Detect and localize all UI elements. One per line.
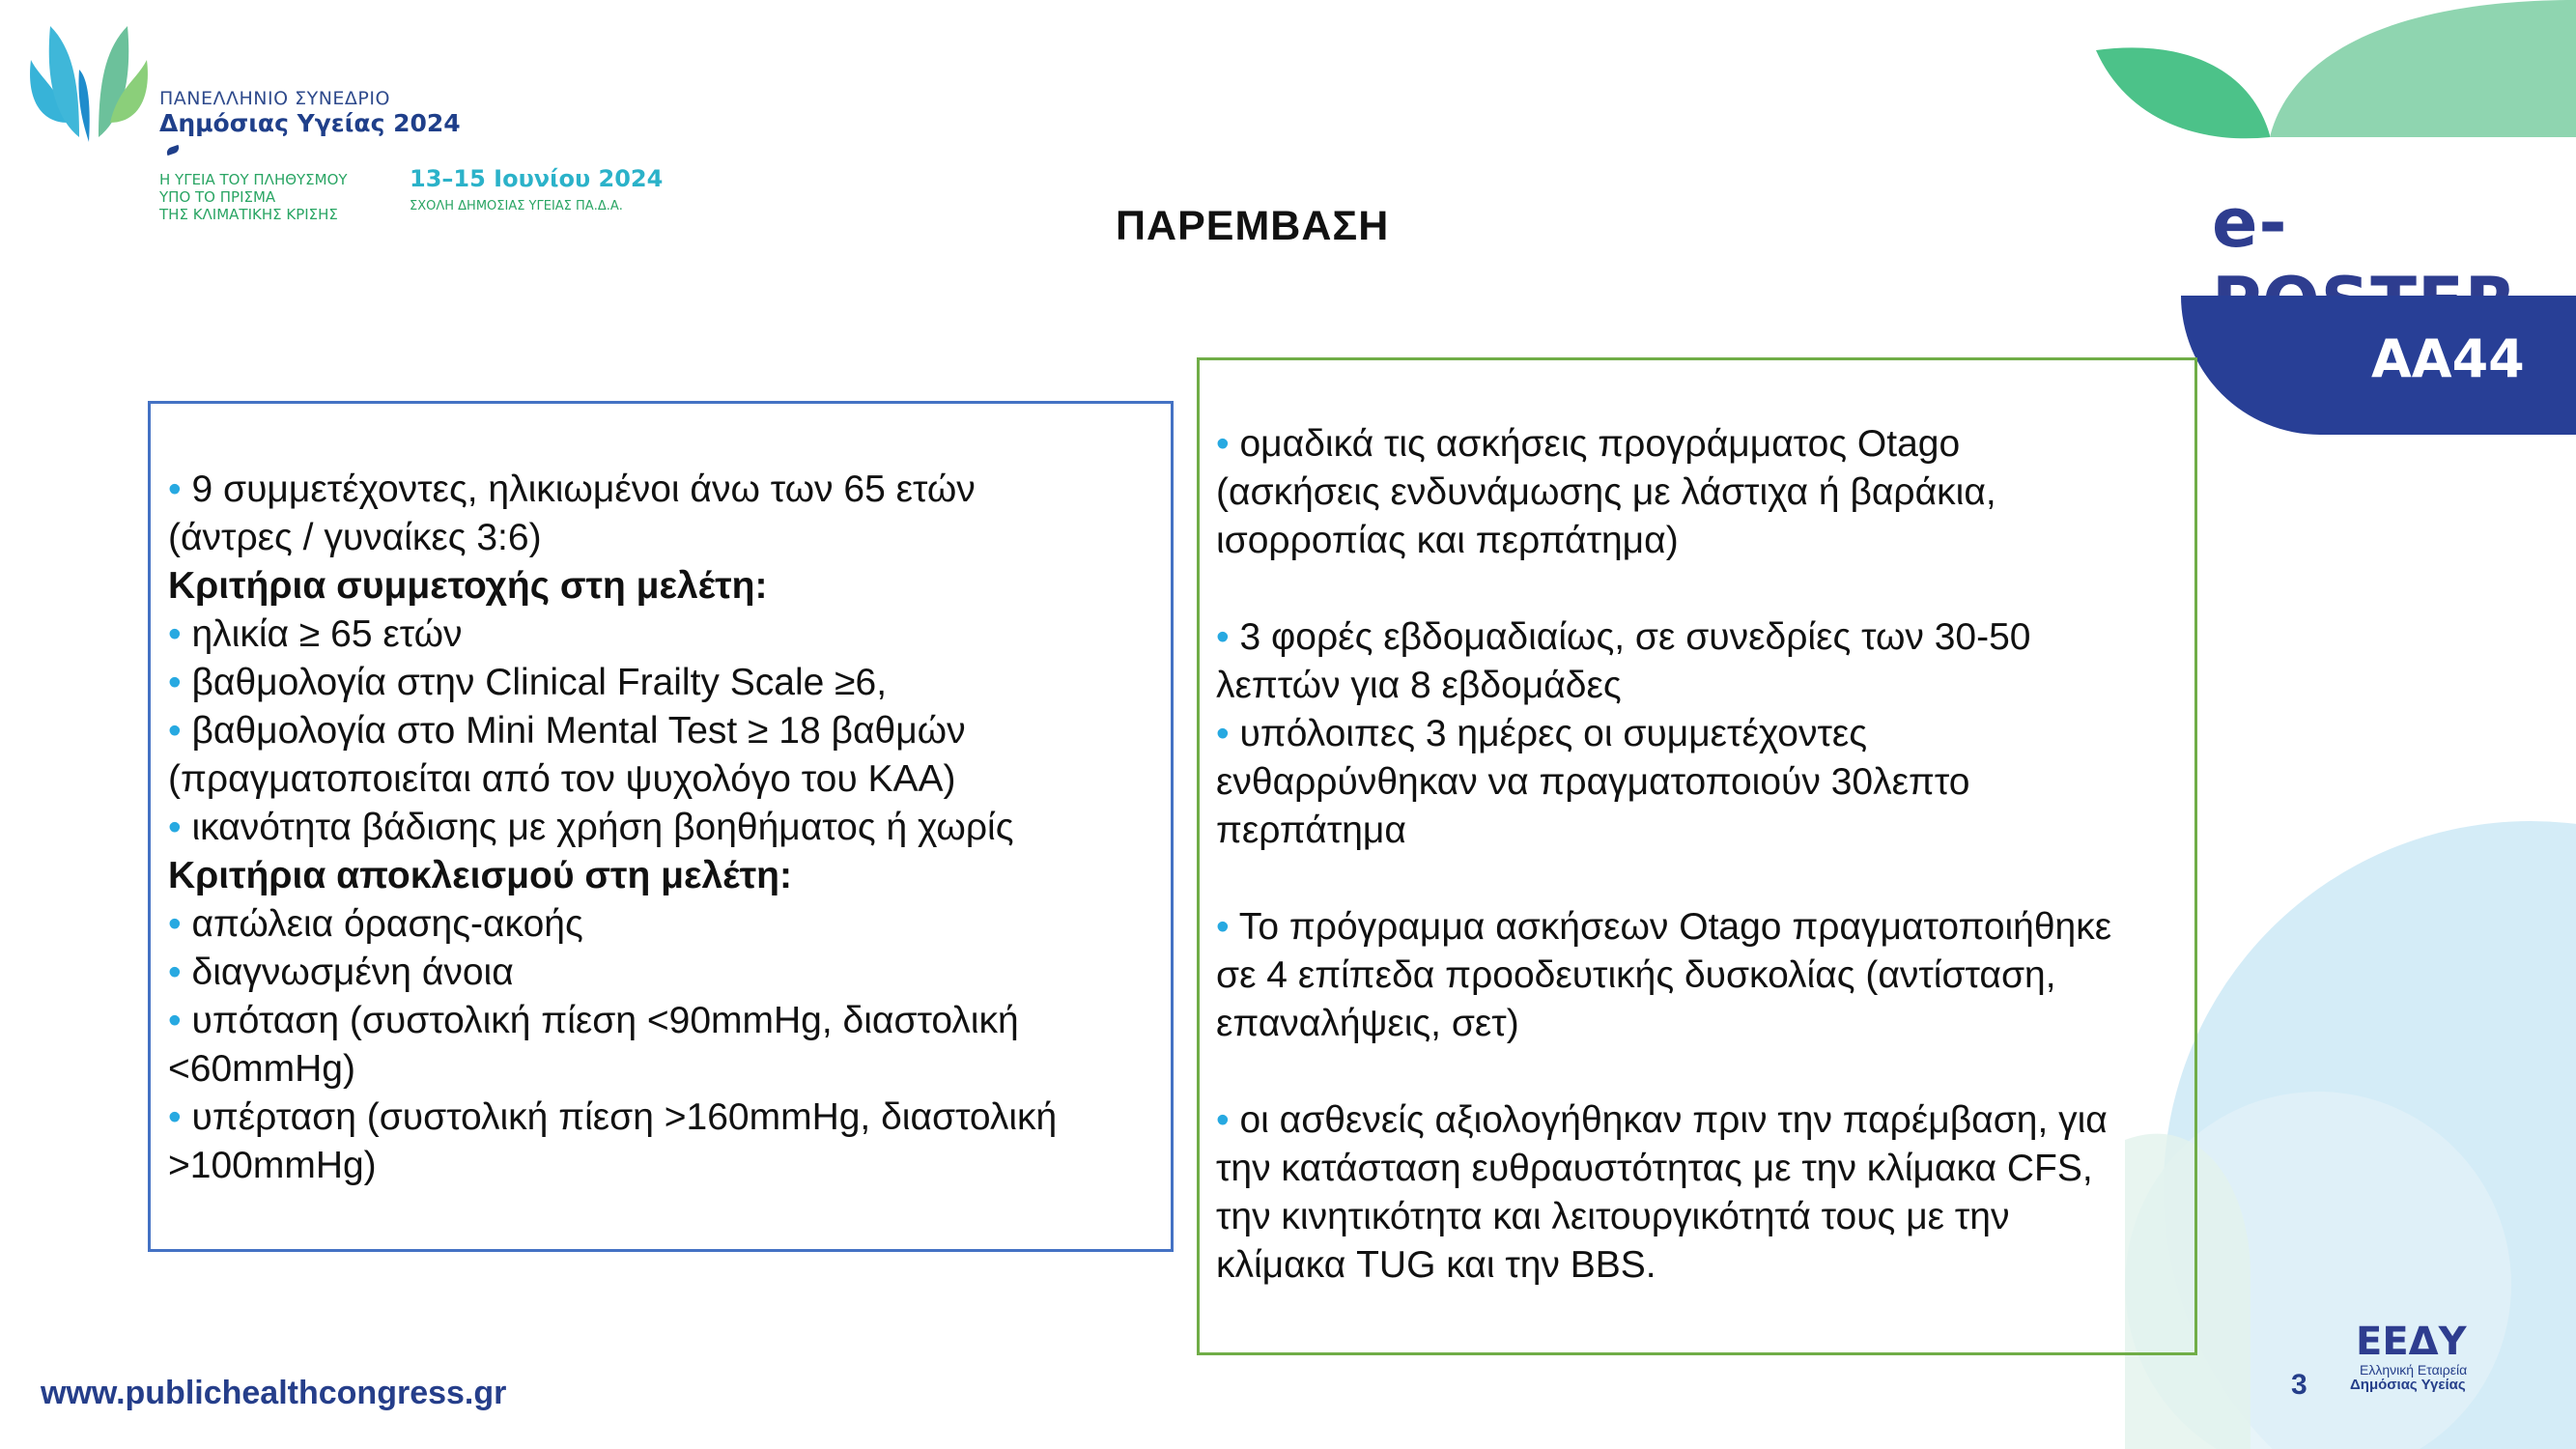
left_box-line-text: ικανότητα βάδισης με χρήση βοηθήματος ή χωρίς — [181, 807, 1014, 848]
bullet-icon: • — [168, 469, 182, 510]
bullet-icon: • — [168, 807, 182, 848]
left_box-line — [168, 1142, 377, 1190]
left_box-line — [168, 755, 956, 804]
left_box-line-text: Κριτήρια αποκλεισμού στη μελέτη: — [168, 855, 792, 896]
left_box-line — [168, 997, 1019, 1045]
right_box-line-text: ομαδικά τις ασκήσεις προγράμματος Otago — [1229, 423, 1961, 465]
left_box-line — [168, 1045, 355, 1094]
left_box-line — [168, 949, 514, 997]
right_box-line — [1216, 1241, 1656, 1290]
org-name-line2: Δημόσιας Υγείας — [2350, 1377, 2466, 1393]
left_box-line-text: 9 συμμετέχοντες, ηλικιωμένοι άνω των 65 ετών — [181, 469, 976, 510]
right_box-line — [1216, 710, 1867, 758]
eedy-logo-text: EEΔY — [2356, 1320, 2467, 1362]
left_box-line-text: βαθμολογία στην Clinical Frailty Scale ≥6, — [181, 662, 888, 703]
bullet-icon: • — [1216, 1099, 1230, 1141]
left_box-line — [168, 659, 887, 707]
left_box-line-text: υπέρταση (συστολική πίεση >160mmHg, διαστολική — [181, 1096, 1058, 1138]
right_box-line — [1216, 1000, 1519, 1048]
left_box-line-text: απώλεια όρασης-ακοής — [181, 903, 583, 945]
tagline-line2: ΥΠΟ ΤΟ ΠΡΙΣΜΑ — [159, 188, 276, 206]
left_box-line — [168, 707, 966, 755]
congress-logo-icon — [21, 21, 156, 147]
left_box-line-text: υπόταση (συστολική πίεση <90mmHg, διαστολική — [181, 1000, 1019, 1041]
bullet-icon: • — [1216, 906, 1230, 948]
right_box-line-text: υπόλοιπες 3 ημέρες οι συμμετέχοντες — [1229, 713, 1868, 754]
bullet-icon: • — [168, 1000, 182, 1041]
bullet-icon: • — [168, 903, 182, 945]
congress-dates: 13–15 Ιουνίου 2024 — [410, 165, 664, 192]
right_box-line — [1216, 758, 1969, 807]
right_box-line — [1216, 1096, 2108, 1145]
right_box-line — [1216, 469, 1996, 517]
bullet-icon: • — [168, 613, 182, 655]
right_box-line — [1216, 903, 2111, 952]
right_box-line — [1216, 1145, 2093, 1193]
right_box-line — [1216, 613, 2030, 662]
left_box-line — [168, 852, 792, 900]
org-name-line1: Ελληνική Εταιρεία — [2360, 1362, 2468, 1378]
eposter-label: e- — [2212, 184, 2288, 263]
left_box-line-text: >100mmHg) — [168, 1145, 377, 1186]
footer-url[interactable]: www.publichealthcongress.gr — [41, 1375, 507, 1411]
left_box-line — [168, 611, 463, 659]
left_box-line — [168, 466, 976, 514]
left_box-line-text: (άντρες / γυναίκες 3:6) — [168, 517, 542, 558]
left_box-line — [168, 900, 583, 949]
congress-name-line1: ΠΑΝΕΛΛΗΝΙΟ ΣΥΝΕΔΡΙΟ — [159, 88, 390, 109]
bullet-icon: • — [168, 1096, 182, 1138]
right_box-line — [1216, 662, 1622, 710]
bullet-icon: • — [1216, 713, 1230, 754]
left_box-line — [168, 514, 542, 562]
eedy-logo-icon — [2354, 1314, 2470, 1362]
right_box-line-text: επαναλήψεις, σετ) — [1216, 1003, 1519, 1044]
bullet-icon: • — [1216, 423, 1230, 465]
right_box-line — [1216, 1193, 2009, 1241]
left_box-line-text: ηλικία ≥ 65 ετών — [181, 613, 463, 655]
right_box-line-text: 3 φορές εβδομαδιαίως, σε συνεδρίες των 30-50 — [1229, 616, 2031, 658]
tagline-line3: ΤΗΣ ΚΛΙΜΑΤΙΚΗΣ ΚΡΙΣΗΣ — [159, 206, 338, 223]
right_box-line-text: σε 4 επίπεδα προοδευτικής δυσκολίας (αντίσταση, — [1216, 954, 2056, 996]
right_box-line-text: κλίμακα TUG και την BBS. — [1216, 1244, 1656, 1286]
right_box-line-text: ισορροπίας και περπάτημα) — [1216, 520, 1679, 561]
right_box-line-text: οι ασθενείς αξιολογήθηκαν πριν την παρέμβαση, για — [1229, 1099, 2108, 1141]
left_box-line-text: <60mmHg) — [168, 1048, 355, 1090]
right_box-line — [1216, 807, 1406, 855]
right_box-line-text: ενθαρρύνθηκαν να πραγματοποιούν 30λεπτο — [1216, 761, 1970, 803]
right_box-line-text: Το πρόγραμμα ασκήσεων Otago πραγματοποιήθηκε — [1229, 906, 2112, 948]
bullet-icon: • — [168, 662, 182, 703]
left_box-line-text: (πραγματοποιείται από τον ψυχολόγο του ΚΑΑ) — [168, 758, 956, 800]
congress-venue: ΣΧΟΛΗ ΔΗΜΟΣΙΑΣ ΥΓΕΙΑΣ ΠΑ.Δ.Α. — [410, 199, 623, 213]
tagline-line1: Η ΥΓΕΙΑ ΤΟΥ ΠΛΗΘΥΣΜΟΥ — [159, 171, 348, 188]
congress-name-line2: Δημόσιας Υγείας 2024 — [159, 109, 461, 137]
right_box-line — [1216, 952, 2056, 1000]
bullet-icon: • — [1216, 616, 1230, 658]
left_box-line-text: διαγνωσμένη άνοια — [181, 952, 514, 993]
right_box-line-text: την κινητικότητα και λειτουργικότητά τους με την — [1216, 1196, 2010, 1237]
right_box-line-text: (ασκήσεις ενδυνάμωσης με λάστιχα ή βαράκια, — [1216, 471, 1996, 513]
left_box-line — [168, 562, 767, 611]
left_box-line — [168, 1094, 1057, 1142]
right_box-line — [1216, 420, 1960, 469]
left_box-line-text: Κριτήρια συμμετοχής στη μελέτη: — [168, 565, 768, 607]
right_box-line-text: λεπτών για 8 εβδομάδες — [1216, 665, 1622, 706]
right_box-line — [1216, 517, 1679, 565]
bullet-icon: • — [168, 710, 182, 752]
left_box-line-text: βαθμολογία στο Mini Mental Test ≥ 18 βαθμών — [181, 710, 966, 752]
left_box-line — [168, 804, 1014, 852]
right_box-line-text: περπάτημα — [1216, 810, 1406, 851]
slide-title: ΠΑΡΕΜΒΑΣΗ — [1116, 203, 1390, 249]
page-number: 3 — [2291, 1369, 2307, 1401]
bullet-icon: • — [168, 952, 182, 993]
poster-code: AA44 — [2371, 328, 2525, 389]
right_box-line-text: την κατάσταση ευθραυστότητας με την κλίμακα CFS, — [1216, 1148, 2093, 1189]
